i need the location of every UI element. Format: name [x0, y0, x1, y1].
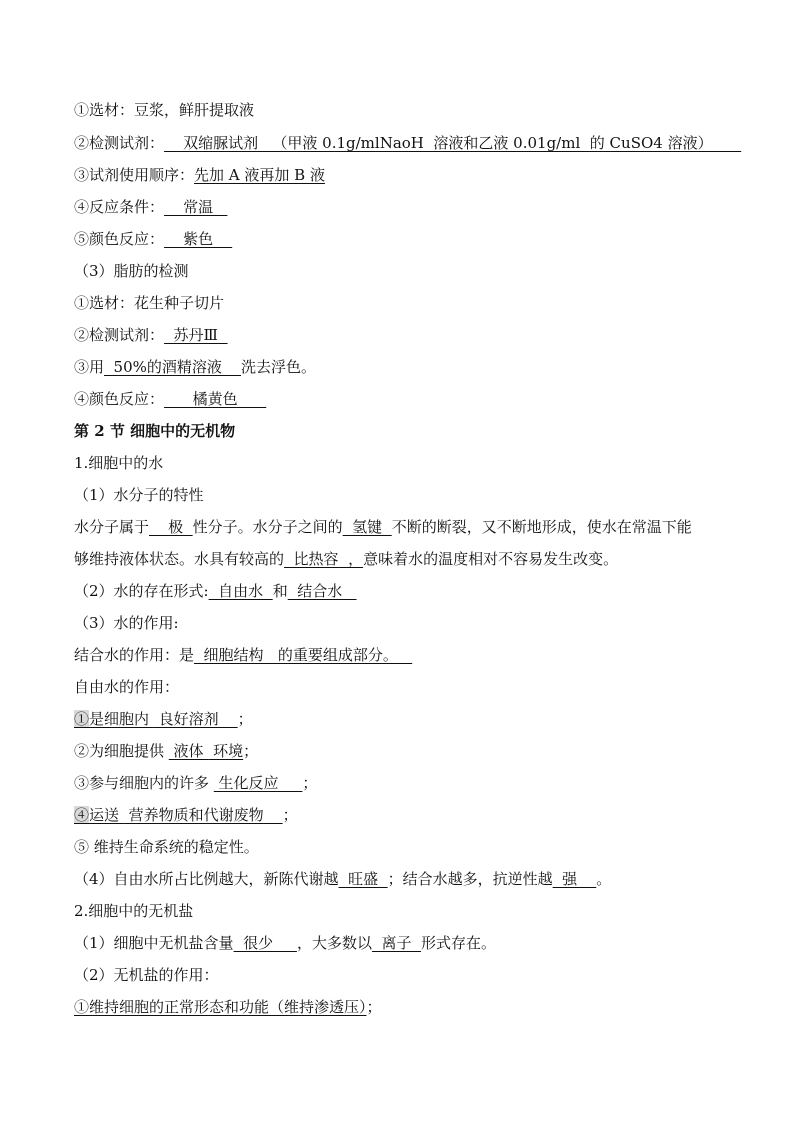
protein-material	[74, 100, 254, 120]
salt-b: 很少	[233, 934, 297, 952]
protein-color-label: ⑤颜色反应：	[74, 230, 165, 248]
protein-color-value: 紫色	[164, 230, 233, 248]
p1-a: 水分子属于	[74, 518, 150, 536]
p1-e: 不断的断裂，又不断地形成，使水在常温下能	[391, 518, 692, 536]
free-water-role-2	[74, 741, 258, 761]
free-water-heading	[74, 677, 179, 697]
f3-a: ③参与细胞内的许多	[74, 774, 214, 792]
protein-order	[74, 165, 325, 185]
salt-heading-text: 2.细胞中的无机盐	[74, 902, 194, 920]
salt-role-heading	[74, 965, 219, 985]
protein-condition	[74, 197, 227, 217]
salt-role-1	[74, 997, 382, 1017]
ratio-a: （4）自由水所占比例越大，新陈代谢越	[74, 870, 339, 888]
salt-content	[74, 933, 496, 953]
fat-material	[74, 293, 224, 313]
form-c: 和	[272, 582, 288, 600]
section-title-text: 第 2 节 细胞中的无机物	[74, 422, 236, 440]
water-heading-text: 1.细胞中的水	[74, 454, 164, 472]
bound-b: 细胞结构 的重要组成部分。	[194, 646, 413, 664]
f2-d: ；	[243, 742, 259, 760]
f3-c: ；	[302, 774, 318, 792]
protein-reagent	[74, 133, 741, 153]
water-role-heading	[74, 613, 179, 633]
form-b: 自由水	[208, 582, 273, 600]
water-prop-heading-text: （1）水分子的特性	[74, 486, 204, 504]
fat-color	[74, 389, 266, 409]
p2-c: 意味着水的温度相对不容易发生改变。	[363, 550, 619, 568]
free-water-heading-text: 自由水的作用：	[74, 678, 180, 696]
free-water-role-1	[74, 709, 253, 729]
protein-condition-value: 常温	[164, 198, 228, 216]
protein-reagent-value: 双缩脲试剂 （甲液 0.1g/mlNaoH 溶液和乙液 0.01g/ml 的 CuSO4 溶液）	[164, 134, 742, 152]
section-title	[74, 421, 235, 441]
protein-condition-label: ④反应条件：	[74, 198, 165, 216]
fat-wash	[74, 357, 316, 377]
f1-circ: ①	[74, 710, 90, 728]
ratio-d: 强	[552, 870, 597, 888]
ratio-e: 。	[596, 870, 612, 888]
ratio-c: ；结合水越多，抗逆性越	[387, 870, 553, 888]
f4-c: ；	[282, 806, 298, 824]
bound-a: 结合水的作用：是	[74, 646, 195, 664]
f2-b: 液体	[168, 742, 209, 760]
salt-e: 形式存在。	[421, 934, 497, 952]
protein-order-value: 先加 A 液再加 B 液	[194, 166, 325, 184]
f3-b: 生化反应	[213, 774, 303, 792]
protein-order-label: ③试剂使用顺序：	[74, 166, 195, 184]
fat-wash-value: 50%的酒精溶液	[104, 358, 241, 376]
fat-heading-text: （3）脂肪的检测	[74, 262, 189, 280]
water-heading	[74, 453, 163, 473]
f5-text: ⑤ 维持生命系统的稳定性。	[74, 838, 259, 856]
salt-r1-end: ；	[366, 998, 382, 1016]
water-prop-heading	[74, 485, 204, 505]
fat-reagent	[74, 325, 228, 345]
f1-a: 是细胞内	[89, 710, 154, 728]
salt-d: 离子	[371, 934, 422, 952]
bound-water-role	[74, 645, 412, 665]
p1-c: 性分子。水分子之间的	[192, 518, 343, 536]
free-water-role-5	[74, 837, 259, 857]
f4-a: 运送	[89, 806, 124, 824]
free-water-role-4	[74, 805, 298, 825]
fat-color-label: ④颜色反应：	[74, 390, 165, 408]
fat-heading	[74, 261, 189, 281]
fat-material-text: ①选材：花生种子切片	[74, 294, 225, 312]
fat-wash-post: 洗去浮色。	[240, 358, 316, 376]
protein-reagent-label: ②检测试剂：	[74, 134, 165, 152]
fat-reagent-label: ②检测试剂：	[74, 326, 165, 344]
salt-r1: ①维持细胞的正常形态和功能（维持渗透压）	[74, 998, 367, 1016]
ratio-b: 旺盛	[338, 870, 388, 888]
fat-reagent-value: 苏丹Ⅲ	[164, 326, 228, 344]
protein-material-text: ①选材：豆浆，鲜肝提取液	[74, 101, 255, 119]
free-water-role-3	[74, 773, 317, 793]
salt-a: （1）细胞中无机盐含量	[74, 934, 234, 952]
form-a: （2）水的存在形式:	[74, 582, 209, 600]
water-prop-line2	[74, 549, 618, 569]
p1-d: 氢键	[342, 518, 392, 536]
salt-role-heading-text: （2）无机盐的作用：	[74, 966, 219, 984]
protein-color	[74, 229, 232, 249]
f2-c: 环境	[208, 742, 244, 760]
form-d: 结合水	[287, 582, 357, 600]
salt-c: ，大多数以	[296, 934, 372, 952]
f1-b: 良好溶剂	[153, 710, 238, 728]
fat-wash-pre: ③用	[74, 358, 105, 376]
water-form	[74, 581, 357, 601]
p1-b: 极	[149, 518, 193, 536]
water-ratio	[74, 869, 611, 889]
f1-c: ；	[237, 710, 253, 728]
p2-a: 够维持液体状态。水具有较高的	[74, 550, 285, 568]
p2-b: 比热容 ，	[284, 550, 364, 568]
f4-b: 营养物质和代谢废物	[123, 806, 283, 824]
f2-a: ②为细胞提供	[74, 742, 169, 760]
fat-color-value: 橘黄色	[164, 390, 267, 408]
water-prop-line1	[74, 517, 692, 537]
f4-circ: ④	[74, 806, 90, 824]
salt-heading	[74, 901, 193, 921]
water-role-heading-text: （3）水的作用:	[74, 614, 179, 632]
